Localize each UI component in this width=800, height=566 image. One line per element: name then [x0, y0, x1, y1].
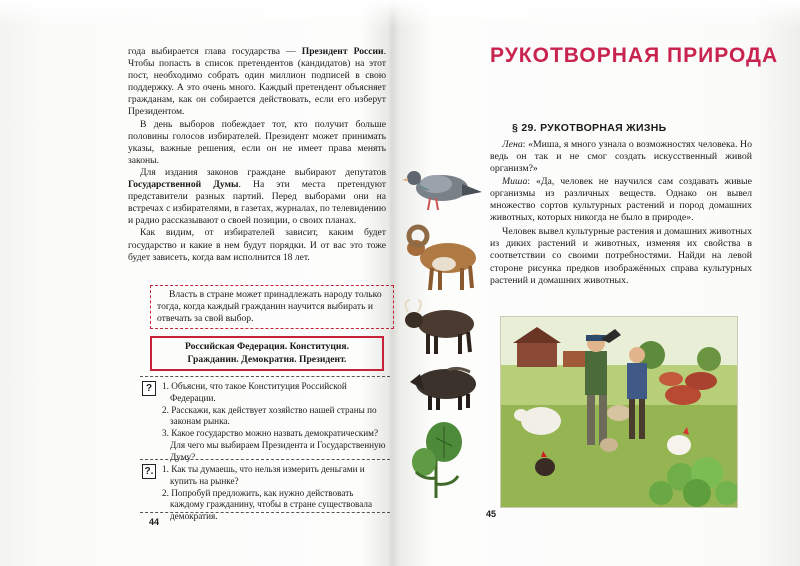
- paragraph-president: года выбирается глава государства — Президент России. Чтобы попасть в список претендентов (кандидатов) на этот пост, необходимо собрать один миллион подписей в свою поддержку. А это очень много. Каждый претендент объясняет гражданам, как он собирается действовать, если его изберут Президентом.: [128, 46, 386, 118]
- section-heading: § 29. РУКОТВОРНАЯ ЖИЗНЬ: [512, 122, 667, 134]
- dialog-lena: Лена: «Миша, я много узнала о возможностях человека. Но ведь он так и не смог создать искусственный живой организм?»: [490, 139, 752, 175]
- page-number-right: 45: [486, 509, 497, 519]
- keywords-line: Российская Федерация. Конституция.: [184, 341, 349, 352]
- question-item: 2. Расскажи, как действует хозяйство нашей страны по законам рынка.: [162, 404, 377, 427]
- question-item: 1. Объясни, что такое Конституция Российской Федерации.: [162, 381, 347, 403]
- question-item: 3. Какое государство можно назвать демократическим? Для чего мы выбираем Президента и Государственную Думу?: [162, 428, 386, 462]
- callout-box: Власть в стране может принадлежать народу только тогда, когда каждый гражданин научится выбирать и отвечать за свой выбор.: [150, 285, 394, 329]
- question-item: 2. Попробуй предложить, как нужно действовать каждому гражданину, чтобы в стране существовала демократия.: [162, 487, 373, 522]
- dialog-misha: Миша: «Да, человек не научился сам создавать живые организмы из различных веществ. Однако он вывел множество сортов культурных растений и пород домашних животных, которых никогда не было в природе».: [490, 175, 752, 224]
- wild-sheep-illustration: [400, 222, 484, 294]
- paragraph-duma: Для издания законов граждане выбирают депутатов Государственной Думы. На эти места претендуют представители разных партий. Перед выборами они на встречах с избирателями, в газетах, журналах, по телевидению и радио рассказывают о своей позиции, о своих планах.: [128, 166, 386, 227]
- think-questions-list: [158, 464, 388, 523]
- wild-boar-illustration: [400, 360, 484, 412]
- wild-cabbage-illustration: [396, 418, 480, 500]
- wild-aurochs-illustration: [400, 298, 484, 356]
- question-icon: ?: [142, 381, 156, 396]
- chapter-title: РУКОТВОРНАЯ ПРИРОДА: [490, 44, 779, 67]
- questions-list: [158, 381, 388, 464]
- body-paragraph: Человек вывел культурные растения и домашних животных из диких растений и животных, изменяя их свойства в соответствии со своими потребностями. Найди на левой стороне рисунка предков изображённых справа культурных растений и домашних животных.: [490, 226, 752, 286]
- paragraph-voters: Как видим, от избирателей зависит, каким будет государство и какие в нем будут порядки. И от вас это тоже будет зависеть, когда вам исполнится 18 лет.: [128, 227, 386, 263]
- paragraph-elections: В день выборов побеждает тот, кто получит больше половины голосов избирателей. Президент может принимать указы, важные решения, если он не имеет права менять законы.: [128, 118, 386, 166]
- divider: [140, 376, 390, 377]
- divider: [140, 459, 390, 460]
- keywords-line: Гражданин. Демократия. Президент.: [187, 353, 347, 365]
- think-icon: ?.: [142, 464, 156, 479]
- page-number-left: 44: [149, 517, 160, 527]
- wild-pigeon-illustration: [400, 162, 484, 214]
- farm-illustration: [500, 316, 738, 508]
- question-item: 1. Как ты думаешь, что нельзя измерить деньгами и купить на рынке?: [162, 464, 365, 486]
- keywords-box: [150, 336, 384, 371]
- dialog-text: [490, 139, 752, 224]
- left-body-text: [128, 46, 386, 264]
- divider: [140, 512, 390, 513]
